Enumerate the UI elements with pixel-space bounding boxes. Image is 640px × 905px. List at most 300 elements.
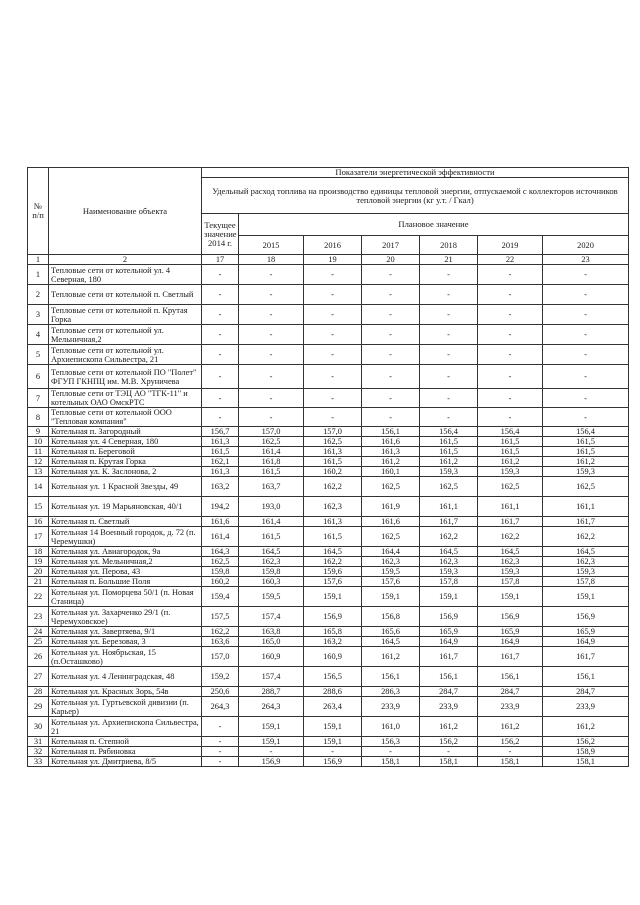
value-cell: 158,9 bbox=[543, 747, 629, 757]
table-row bbox=[28, 577, 629, 587]
object-name: Тепловые сети от ТЭЦ АО "ТГК-11" и котельных ОАО ОмскРТС bbox=[49, 389, 202, 408]
object-name: Котельная ул. Ноябрьская, 15 (п.Осташково) bbox=[49, 647, 202, 667]
value-cell: - bbox=[304, 747, 362, 757]
row-number: 33 bbox=[28, 757, 49, 767]
object-name: Тепловые сети от котельной ул. Архиепископа Сильвестра, 21 bbox=[49, 345, 202, 365]
row-number: 27 bbox=[28, 667, 49, 687]
value-cell: - bbox=[478, 325, 543, 345]
value-cell: 156,1 bbox=[362, 667, 420, 687]
value-cell: 156,9 bbox=[239, 757, 304, 767]
value-cell: 161,2 bbox=[420, 717, 478, 737]
value-cell: - bbox=[362, 285, 420, 305]
object-name: Тепловые сети от котельной п. Крутая Горка bbox=[49, 305, 202, 325]
column-number: 1 bbox=[28, 255, 49, 265]
row-number: 28 bbox=[28, 687, 49, 697]
object-name: Котельная ул. Мельничная,2 bbox=[49, 557, 202, 567]
value-cell: - bbox=[239, 305, 304, 325]
column-number: 21 bbox=[420, 255, 478, 265]
value-cell: - bbox=[420, 325, 478, 345]
value-cell: 157,5 bbox=[202, 607, 239, 627]
object-name: Котельная ул. 4 Северная, 180 bbox=[49, 437, 202, 447]
value-cell: - bbox=[239, 325, 304, 345]
value-cell: 161,0 bbox=[362, 717, 420, 737]
value-cell: 164,5 bbox=[239, 547, 304, 557]
table-row bbox=[28, 667, 629, 687]
year-header: 2018 bbox=[420, 236, 478, 255]
row-number: 6 bbox=[28, 365, 49, 389]
value-cell: - bbox=[478, 305, 543, 325]
object-name: Котельная п. Крутая Горка bbox=[49, 457, 202, 467]
value-cell: 157,8 bbox=[478, 577, 543, 587]
value-cell: 157,8 bbox=[543, 577, 629, 587]
value-cell: 159,3 bbox=[543, 567, 629, 577]
value-cell: 161,7 bbox=[420, 647, 478, 667]
table-row bbox=[28, 408, 629, 427]
value-cell: - bbox=[202, 265, 239, 285]
name-col-header: Наименование объекта bbox=[49, 168, 202, 255]
value-cell: - bbox=[543, 325, 629, 345]
value-cell: 156,3 bbox=[362, 737, 420, 747]
table-row bbox=[28, 265, 629, 285]
metric-header: Удельный расход топлива на производство единицы тепловой энергии, отпускаемой с коллекторов источников тепловой энергии (кг у.т. / Гкал) bbox=[202, 178, 629, 214]
value-cell: - bbox=[478, 408, 543, 427]
value-cell: 160,1 bbox=[362, 467, 420, 477]
row-number: 24 bbox=[28, 627, 49, 637]
indicators-header: Показатели энергетической эффективности bbox=[202, 168, 629, 178]
value-cell: 161,5 bbox=[304, 527, 362, 547]
value-cell: 161,5 bbox=[304, 457, 362, 467]
value-cell: - bbox=[478, 265, 543, 285]
value-cell: 157,4 bbox=[239, 667, 304, 687]
value-cell: 159,6 bbox=[304, 567, 362, 577]
table-row bbox=[28, 305, 629, 325]
object-name: Котельная п. Большие Поля bbox=[49, 577, 202, 587]
column-number: 2 bbox=[49, 255, 202, 265]
table-row bbox=[28, 325, 629, 345]
value-cell: 163,2 bbox=[304, 637, 362, 647]
value-cell: 161,7 bbox=[478, 647, 543, 667]
value-cell: 162,3 bbox=[420, 557, 478, 567]
object-name: Котельная ул. Дмитриева, 8/5 bbox=[49, 757, 202, 767]
value-cell: - bbox=[362, 408, 420, 427]
value-cell: - bbox=[202, 325, 239, 345]
value-cell: - bbox=[202, 408, 239, 427]
value-cell: 159,8 bbox=[202, 567, 239, 577]
value-cell: 161,7 bbox=[478, 517, 543, 527]
row-number: 14 bbox=[28, 477, 49, 497]
value-cell: 161,2 bbox=[478, 457, 543, 467]
value-cell: - bbox=[202, 747, 239, 757]
value-cell: 233,9 bbox=[543, 697, 629, 717]
value-cell: - bbox=[420, 265, 478, 285]
row-number: 16 bbox=[28, 517, 49, 527]
value-cell: 162,5 bbox=[362, 477, 420, 497]
column-number-row bbox=[28, 255, 629, 265]
table-row bbox=[28, 547, 629, 557]
object-name: Котельная ул. Завертяева, 9/1 bbox=[49, 627, 202, 637]
value-cell: 161,3 bbox=[304, 517, 362, 527]
row-number: 3 bbox=[28, 305, 49, 325]
value-cell: 161,5 bbox=[420, 447, 478, 457]
value-cell: 164,9 bbox=[543, 637, 629, 647]
value-cell: 158,1 bbox=[478, 757, 543, 767]
value-cell: 156,2 bbox=[478, 737, 543, 747]
value-cell: 161,6 bbox=[362, 517, 420, 527]
row-number: 4 bbox=[28, 325, 49, 345]
value-cell: 250,6 bbox=[202, 687, 239, 697]
object-name: Тепловые сети от котельной ул. Мельничная,2 bbox=[49, 325, 202, 345]
value-cell: 162,3 bbox=[543, 557, 629, 567]
value-cell: 161,2 bbox=[478, 717, 543, 737]
row-number: 19 bbox=[28, 557, 49, 567]
object-name: Котельная ул. 19 Марьяновская, 40/1 bbox=[49, 497, 202, 517]
value-cell: 161,2 bbox=[362, 457, 420, 467]
value-cell: - bbox=[202, 757, 239, 767]
value-cell: 161,3 bbox=[202, 437, 239, 447]
value-cell: 161,2 bbox=[420, 457, 478, 467]
object-name: Котельная п. Рябиновка bbox=[49, 747, 202, 757]
object-name: Котельная ул. Перова, 43 bbox=[49, 567, 202, 577]
row-number: 31 bbox=[28, 737, 49, 747]
value-cell: 160,9 bbox=[239, 647, 304, 667]
value-cell: - bbox=[362, 365, 420, 389]
value-cell: 161,4 bbox=[239, 517, 304, 527]
value-cell: 160,2 bbox=[202, 577, 239, 587]
value-cell: - bbox=[304, 285, 362, 305]
row-number: 11 bbox=[28, 447, 49, 457]
object-name: Котельная ул. Авиагородок, 9а bbox=[49, 547, 202, 557]
value-cell: 159,1 bbox=[239, 717, 304, 737]
value-cell: 157,0 bbox=[304, 427, 362, 437]
value-cell: 263,4 bbox=[304, 697, 362, 717]
value-cell: 156,7 bbox=[202, 427, 239, 437]
value-cell: 161,2 bbox=[543, 457, 629, 467]
row-number: 17 bbox=[28, 527, 49, 547]
table-row bbox=[28, 467, 629, 477]
value-cell: 159,1 bbox=[239, 737, 304, 747]
value-cell: - bbox=[478, 389, 543, 408]
value-cell: 161,6 bbox=[202, 517, 239, 527]
object-name: Котельная ул. Архиепископа Сильвестра, 21 bbox=[49, 717, 202, 737]
value-cell: 162,3 bbox=[239, 557, 304, 567]
value-cell: - bbox=[239, 365, 304, 389]
value-cell: 156,2 bbox=[543, 737, 629, 747]
row-number: 23 bbox=[28, 607, 49, 627]
table-body bbox=[28, 168, 629, 767]
value-cell: 160,9 bbox=[304, 647, 362, 667]
row-number: 12 bbox=[28, 457, 49, 467]
row-number: 30 bbox=[28, 717, 49, 737]
row-number: 10 bbox=[28, 437, 49, 447]
value-cell: - bbox=[239, 389, 304, 408]
value-cell: 159,2 bbox=[202, 667, 239, 687]
value-cell: 284,7 bbox=[420, 687, 478, 697]
value-cell: - bbox=[202, 285, 239, 305]
object-name: Котельная ул. Гуртьевской дивизии (п. Карьер) bbox=[49, 697, 202, 717]
value-cell: - bbox=[304, 345, 362, 365]
table-row bbox=[28, 285, 629, 305]
year-header: 2019 bbox=[478, 236, 543, 255]
value-cell: - bbox=[304, 305, 362, 325]
value-cell: 159,1 bbox=[362, 587, 420, 607]
value-cell: 193,0 bbox=[239, 497, 304, 517]
column-number: 20 bbox=[362, 255, 420, 265]
object-name: Котельная ул. Красных Зорь, 54в bbox=[49, 687, 202, 697]
object-name: Котельная ул. 1 Красной Звезды, 49 bbox=[49, 477, 202, 497]
object-name: Тепловые сети от котельной п. Светлый bbox=[49, 285, 202, 305]
value-cell: - bbox=[362, 747, 420, 757]
object-name: Котельная п. Береговой bbox=[49, 447, 202, 457]
value-cell: 161,5 bbox=[478, 437, 543, 447]
row-number: 8 bbox=[28, 408, 49, 427]
year-header: 2017 bbox=[362, 236, 420, 255]
value-cell: 156,9 bbox=[478, 607, 543, 627]
object-name: Котельная ул. Березовая, 3 bbox=[49, 637, 202, 647]
year-header: 2015 bbox=[239, 236, 304, 255]
value-cell: 158,1 bbox=[420, 757, 478, 767]
value-cell: 157,8 bbox=[420, 577, 478, 587]
value-cell: 288,7 bbox=[239, 687, 304, 697]
value-cell: 159,5 bbox=[239, 587, 304, 607]
table-row bbox=[28, 437, 629, 447]
row-number: 7 bbox=[28, 389, 49, 408]
value-cell: 162,2 bbox=[543, 527, 629, 547]
value-cell: 162,2 bbox=[304, 557, 362, 567]
value-cell: 159,3 bbox=[420, 467, 478, 477]
column-number: 17 bbox=[202, 255, 239, 265]
value-cell: - bbox=[478, 345, 543, 365]
value-cell: 160,3 bbox=[239, 577, 304, 587]
value-cell: 162,3 bbox=[478, 557, 543, 567]
value-cell: 159,1 bbox=[304, 737, 362, 747]
value-cell: - bbox=[362, 345, 420, 365]
value-cell: 162,5 bbox=[362, 527, 420, 547]
value-cell: 165,9 bbox=[420, 627, 478, 637]
value-cell: - bbox=[543, 305, 629, 325]
value-cell: 165,8 bbox=[304, 627, 362, 637]
value-cell: 157,4 bbox=[239, 607, 304, 627]
table-row bbox=[28, 637, 629, 647]
table-row bbox=[28, 389, 629, 408]
row-number: 9 bbox=[28, 427, 49, 437]
value-cell: - bbox=[420, 389, 478, 408]
table-row bbox=[28, 697, 629, 717]
value-cell: - bbox=[304, 389, 362, 408]
value-cell: 157,0 bbox=[202, 647, 239, 667]
table-row bbox=[28, 557, 629, 567]
value-cell: 288,6 bbox=[304, 687, 362, 697]
num-col-header: № п/п bbox=[28, 168, 49, 255]
row-number: 20 bbox=[28, 567, 49, 577]
table-row bbox=[28, 757, 629, 767]
value-cell: - bbox=[420, 747, 478, 757]
row-number: 13 bbox=[28, 467, 49, 477]
value-cell: 161,8 bbox=[239, 457, 304, 467]
row-number: 22 bbox=[28, 587, 49, 607]
table-row bbox=[28, 607, 629, 627]
value-cell: 159,3 bbox=[420, 567, 478, 577]
value-cell: 164,5 bbox=[478, 547, 543, 557]
object-name: Котельная п. Загородный bbox=[49, 427, 202, 437]
value-cell: 264,3 bbox=[239, 697, 304, 717]
value-cell: - bbox=[239, 747, 304, 757]
value-cell: 164,5 bbox=[543, 547, 629, 557]
value-cell: 164,5 bbox=[362, 637, 420, 647]
table-row bbox=[28, 457, 629, 467]
value-cell: - bbox=[420, 365, 478, 389]
row-number: 26 bbox=[28, 647, 49, 667]
object-name: Тепловые сети от котельной ПО "Полет" ФГУП ГКНПЦ им. М.В. Хруничева bbox=[49, 365, 202, 389]
value-cell: 161,4 bbox=[202, 527, 239, 547]
value-cell: - bbox=[239, 408, 304, 427]
value-cell: - bbox=[304, 365, 362, 389]
row-number: 1 bbox=[28, 265, 49, 285]
object-name: Котельная ул. Поморцева 50/1 (п. Новая Станица) bbox=[49, 587, 202, 607]
value-cell: 159,1 bbox=[304, 587, 362, 607]
value-cell: 161,2 bbox=[543, 717, 629, 737]
table-row bbox=[28, 737, 629, 747]
value-cell: 161,5 bbox=[239, 527, 304, 547]
value-cell: 163,2 bbox=[202, 477, 239, 497]
value-cell: 160,2 bbox=[304, 467, 362, 477]
value-cell: 194,2 bbox=[202, 497, 239, 517]
value-cell: 161,5 bbox=[478, 447, 543, 457]
value-cell: 162,5 bbox=[304, 437, 362, 447]
value-cell: 161,3 bbox=[304, 447, 362, 457]
value-cell: 161,5 bbox=[239, 467, 304, 477]
object-name: Котельная п. Светлый bbox=[49, 517, 202, 527]
value-cell: 156,8 bbox=[362, 607, 420, 627]
row-number: 15 bbox=[28, 497, 49, 517]
value-cell: 161,5 bbox=[543, 437, 629, 447]
value-cell: 233,9 bbox=[478, 697, 543, 717]
value-cell: 156,2 bbox=[420, 737, 478, 747]
value-cell: 161,1 bbox=[478, 497, 543, 517]
year-header: 2016 bbox=[304, 236, 362, 255]
value-cell: - bbox=[478, 285, 543, 305]
value-cell: 159,1 bbox=[420, 587, 478, 607]
object-name: Котельная ул. 4 Ленинградская, 48 bbox=[49, 667, 202, 687]
value-cell: - bbox=[543, 265, 629, 285]
value-cell: - bbox=[202, 389, 239, 408]
value-cell: 163,6 bbox=[202, 637, 239, 647]
value-cell: 159,4 bbox=[202, 587, 239, 607]
value-cell: - bbox=[362, 389, 420, 408]
value-cell: 161,3 bbox=[362, 447, 420, 457]
table-row bbox=[28, 747, 629, 757]
value-cell: 163,7 bbox=[239, 477, 304, 497]
value-cell: 165,6 bbox=[362, 627, 420, 637]
value-cell: 157,6 bbox=[362, 577, 420, 587]
value-cell: - bbox=[202, 717, 239, 737]
table-row bbox=[28, 477, 629, 497]
value-cell: 156,4 bbox=[543, 427, 629, 437]
value-cell: - bbox=[478, 365, 543, 389]
value-cell: 156,4 bbox=[420, 427, 478, 437]
current-value-header: Текущее значение 2014 г. bbox=[202, 214, 239, 255]
value-cell: 156,1 bbox=[478, 667, 543, 687]
value-cell: 156,1 bbox=[362, 427, 420, 437]
value-cell: 159,1 bbox=[478, 587, 543, 607]
value-cell: 233,9 bbox=[420, 697, 478, 717]
value-cell: - bbox=[543, 365, 629, 389]
value-cell: - bbox=[202, 345, 239, 365]
value-cell: 157,0 bbox=[239, 427, 304, 437]
efficiency-table bbox=[27, 167, 629, 767]
value-cell: 161,5 bbox=[420, 437, 478, 447]
value-cell: 164,9 bbox=[478, 637, 543, 647]
value-cell: - bbox=[420, 285, 478, 305]
value-cell: - bbox=[362, 265, 420, 285]
row-number: 29 bbox=[28, 697, 49, 717]
value-cell: 162,2 bbox=[304, 477, 362, 497]
value-cell: 162,3 bbox=[362, 557, 420, 567]
column-number: 19 bbox=[304, 255, 362, 265]
row-number: 2 bbox=[28, 285, 49, 305]
value-cell: 162,5 bbox=[478, 477, 543, 497]
column-number: 23 bbox=[543, 255, 629, 265]
table-row bbox=[28, 627, 629, 637]
value-cell: 156,9 bbox=[543, 607, 629, 627]
year-header: 2020 bbox=[543, 236, 629, 255]
value-cell: 156,9 bbox=[304, 757, 362, 767]
value-cell: 161,9 bbox=[362, 497, 420, 517]
object-name: Тепловые сети от котельной ООО "Тепловая компания" bbox=[49, 408, 202, 427]
value-cell: 161,7 bbox=[543, 647, 629, 667]
value-cell: 162,3 bbox=[304, 497, 362, 517]
column-number: 22 bbox=[478, 255, 543, 265]
value-cell: - bbox=[202, 305, 239, 325]
planned-value-header: Плановое значение bbox=[239, 214, 629, 236]
value-cell: 162,5 bbox=[202, 557, 239, 567]
value-cell: - bbox=[362, 305, 420, 325]
value-cell: 164,9 bbox=[420, 637, 478, 647]
value-cell: 284,7 bbox=[478, 687, 543, 697]
value-cell: 161,7 bbox=[543, 517, 629, 527]
value-cell: 284,7 bbox=[543, 687, 629, 697]
value-cell: 159,3 bbox=[543, 467, 629, 477]
value-cell: - bbox=[239, 345, 304, 365]
row-number: 32 bbox=[28, 747, 49, 757]
value-cell: 163,8 bbox=[239, 627, 304, 637]
object-name: Тепловые сети от котельной ул. 4 Северная, 180 bbox=[49, 265, 202, 285]
value-cell: 164,4 bbox=[362, 547, 420, 557]
value-cell: 233,9 bbox=[362, 697, 420, 717]
value-cell: - bbox=[543, 345, 629, 365]
table-row bbox=[28, 647, 629, 667]
value-cell: 156,9 bbox=[420, 607, 478, 627]
value-cell: 159,3 bbox=[478, 467, 543, 477]
table-row bbox=[28, 567, 629, 577]
value-cell: 162,5 bbox=[543, 477, 629, 497]
value-cell: - bbox=[304, 408, 362, 427]
table-row bbox=[28, 427, 629, 437]
value-cell: 161,2 bbox=[362, 647, 420, 667]
row-number: 18 bbox=[28, 547, 49, 557]
value-cell: 162,1 bbox=[202, 457, 239, 467]
value-cell: 165,9 bbox=[543, 627, 629, 637]
value-cell: 156,9 bbox=[304, 607, 362, 627]
value-cell: 159,1 bbox=[543, 587, 629, 607]
object-name: Котельная п. Степной bbox=[49, 737, 202, 747]
value-cell: 164,5 bbox=[420, 547, 478, 557]
table-row bbox=[28, 687, 629, 697]
value-cell: 161,5 bbox=[202, 447, 239, 457]
column-number: 18 bbox=[239, 255, 304, 265]
object-name: Котельная ул. К. Заслонова, 2 bbox=[49, 467, 202, 477]
value-cell: 159,1 bbox=[304, 717, 362, 737]
object-name: Котельная ул. Захарченко 29/1 (п. Черемуховское) bbox=[49, 607, 202, 627]
